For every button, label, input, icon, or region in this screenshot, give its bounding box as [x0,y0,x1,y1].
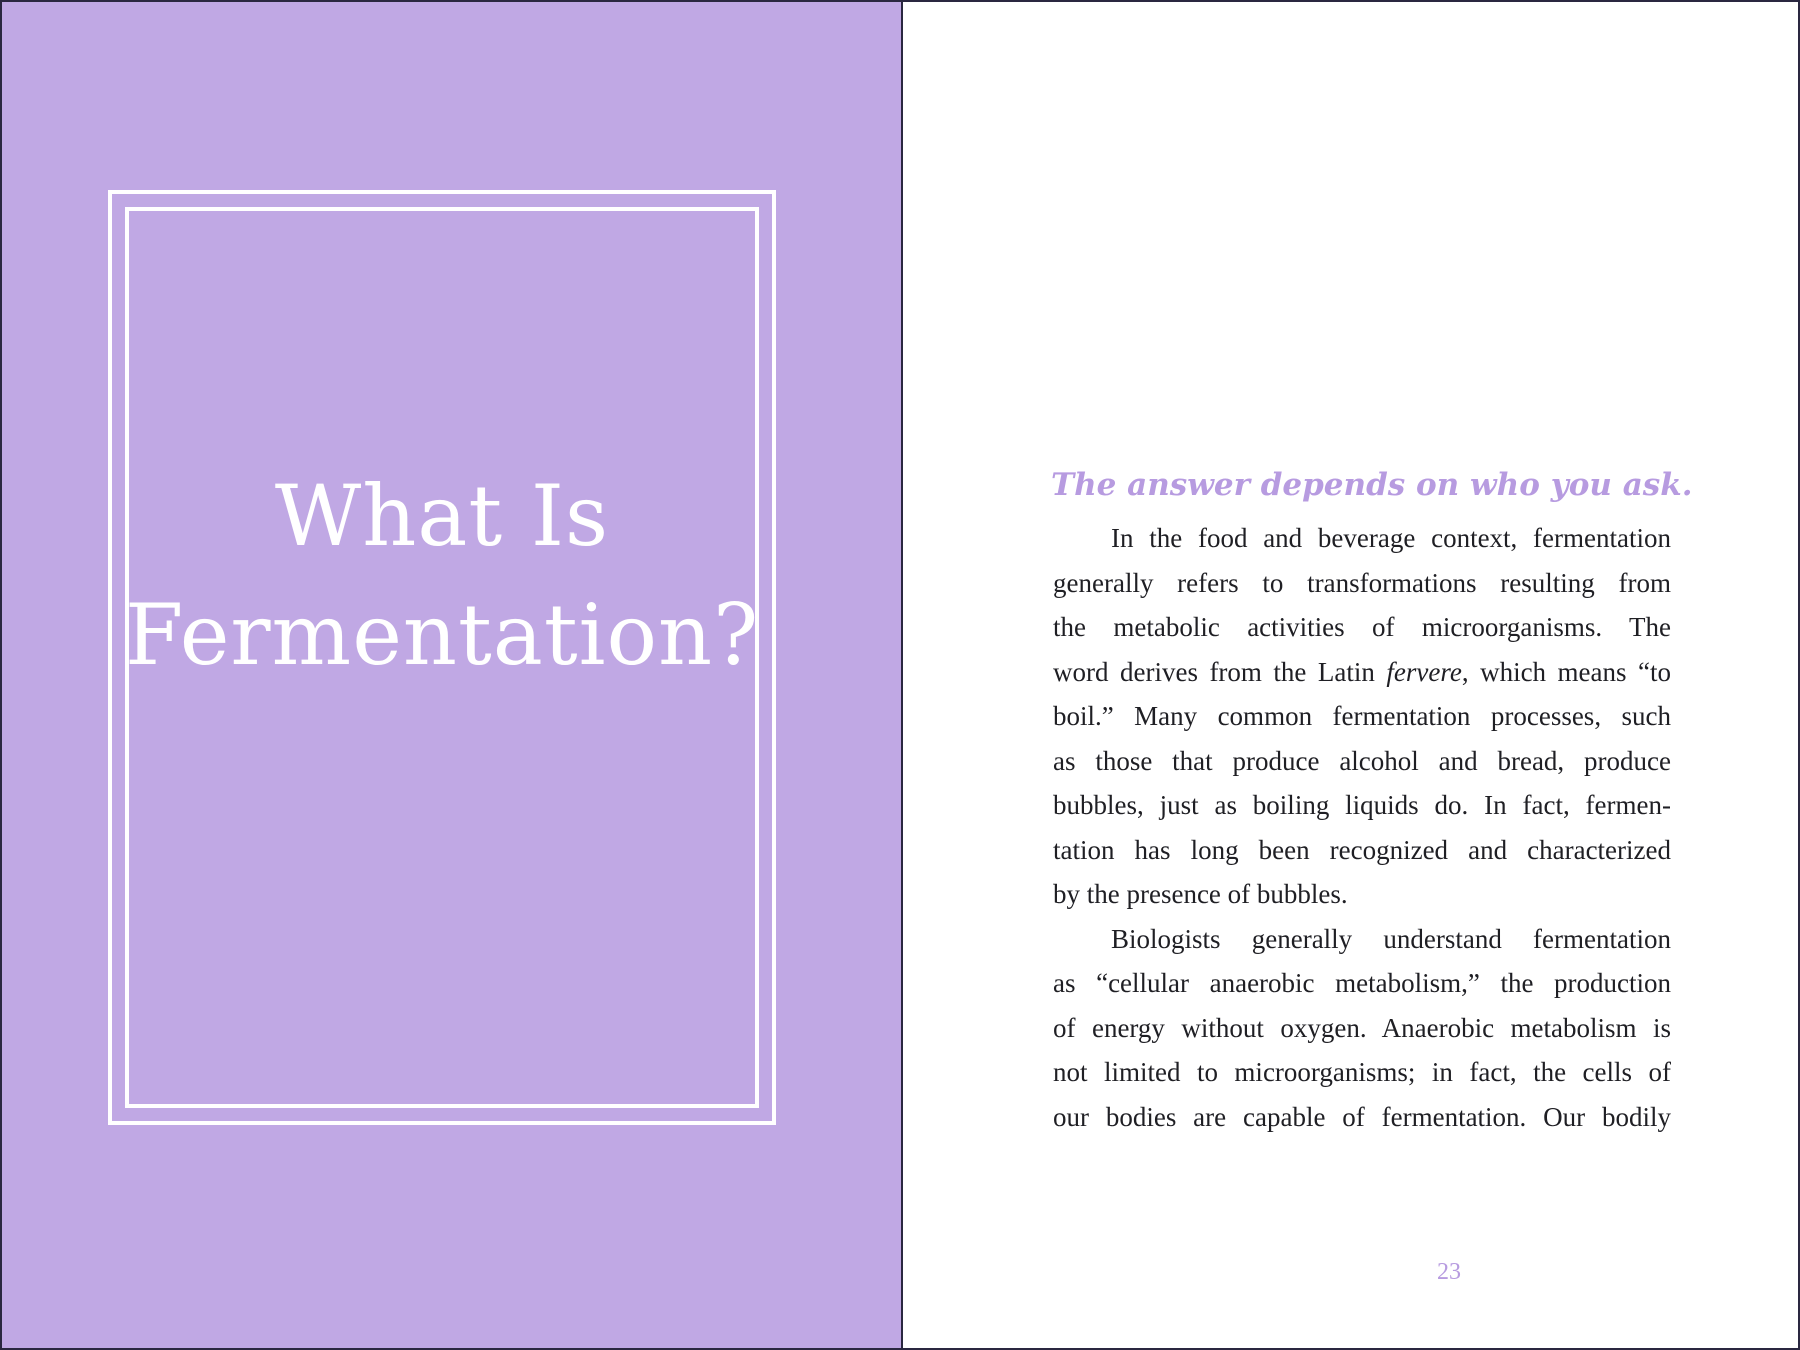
body-line-segment: word derives from the Latin [1053,656,1375,687]
chapter-title-line-2: Fermentation? [125,586,760,684]
body-line: tation has long been recognized and characterized [1053,834,1671,865]
right-page [903,2,1798,1348]
body-line: as those that produce alcohol and bread, produce [1053,745,1671,776]
body-line [1053,650,1671,695]
body-line: not limited to microorganisms; in fact, the cells of [1053,1057,1671,1087]
body-line: Biologists generally understand fermentation [1111,923,1671,954]
left-page [2,2,901,1348]
body-line: In the food and beverage context, fermentation [1111,523,1671,553]
body-line: generally refers to transformations resulting from [1053,567,1671,598]
chapter-title-line-1: What Is [274,467,610,565]
latin-term: fervere [1386,656,1462,687]
lede-subheading: The answer depends on who you ask. [1051,467,1693,503]
body-line: our bodies are capable of fermentation. Our bodily [1053,1101,1671,1132]
body-line: by the presence of bubbles. [1053,879,1348,909]
body-text [1053,516,1671,1139]
chapter-title [125,457,759,695]
page-number: 23 [1437,1259,1461,1285]
body-line: boil.” Many common fermentation processes, such [1053,701,1671,731]
body-line: of energy without oxygen. Anaerobic metabolism is [1053,1012,1671,1043]
body-line: the metabolic activities of microorganisms. The [1053,612,1671,642]
body-line: as “cellular anaerobic metabolism,” the production [1053,968,1671,998]
body-line-segment: , which means “to [1461,656,1672,687]
body-line: bubbles, just as boiling liquids do. In fact, fermen- [1053,790,1671,820]
